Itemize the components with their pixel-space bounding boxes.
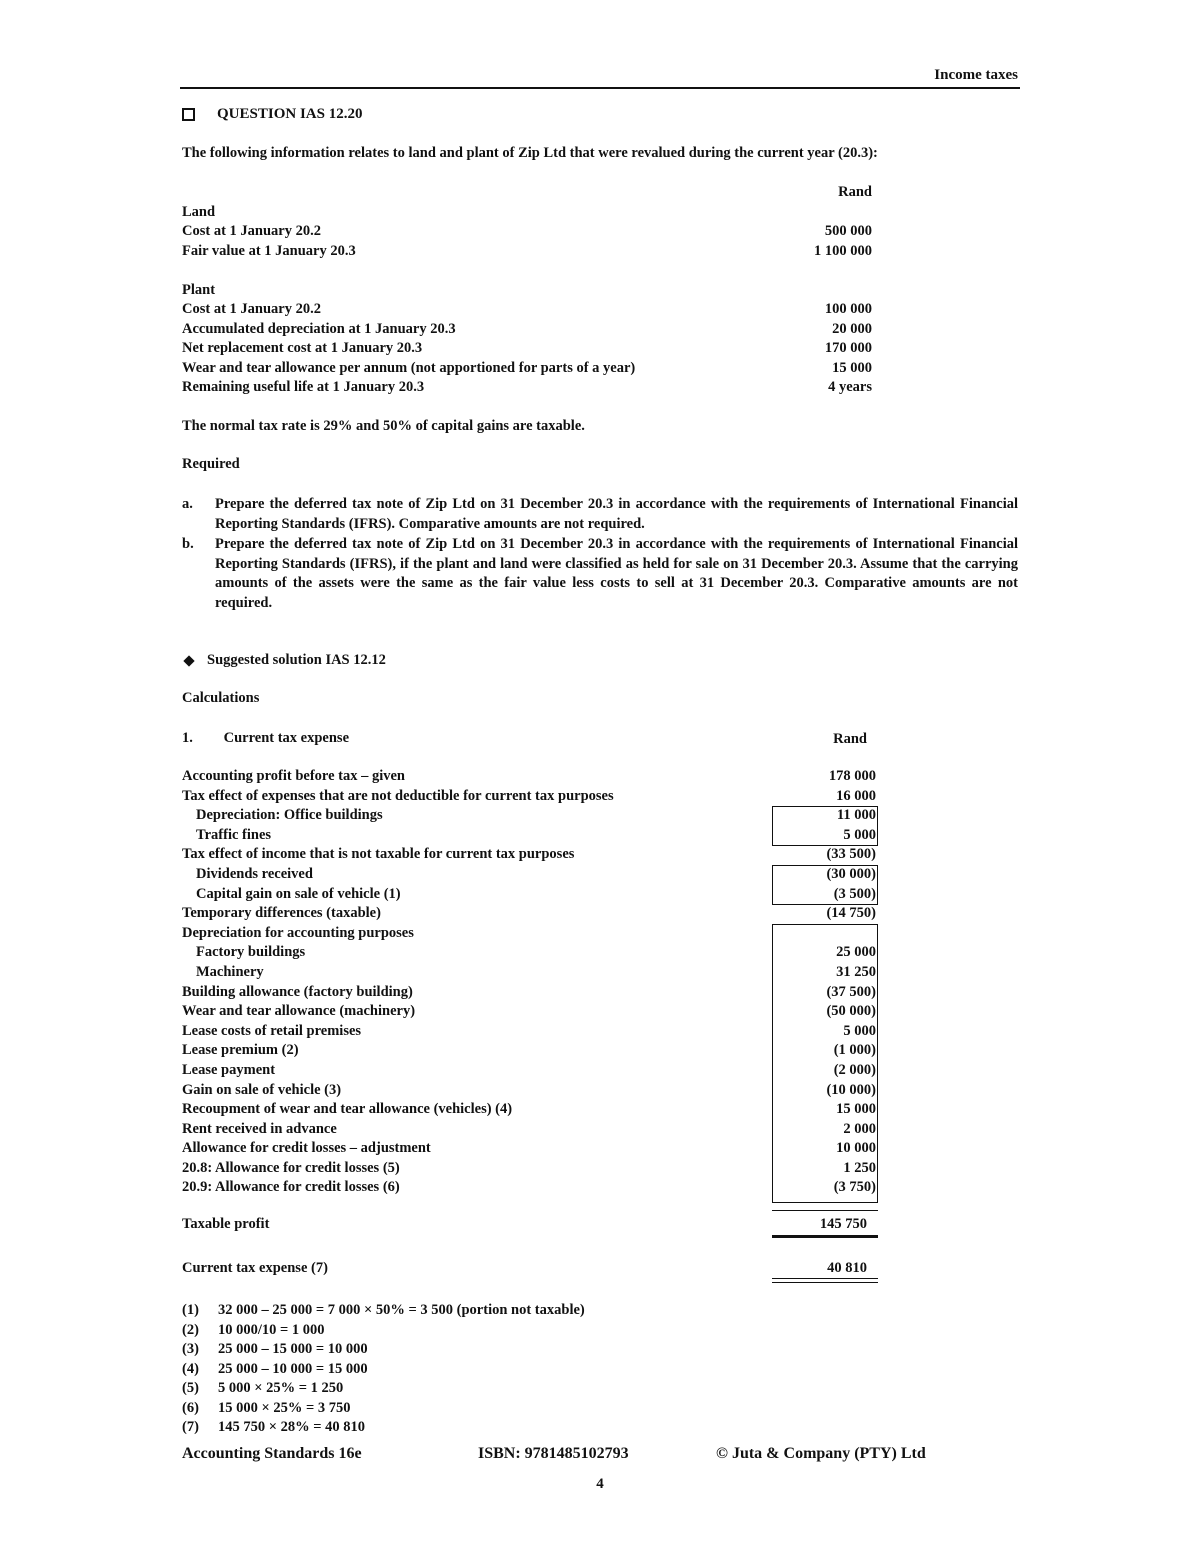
taxable-profit-value: 145 750 <box>819 1216 867 1232</box>
row-label: Rent received in advance <box>182 1120 337 1137</box>
current-tax-value: 40 810 <box>827 1260 867 1276</box>
row-value: 16 000 <box>836 787 876 804</box>
footnote-text: 15 000 × 25% = 3 750 <box>218 1400 351 1416</box>
row-value: 5 000 <box>843 826 876 843</box>
table-row <box>182 767 882 787</box>
row-value: 15 000 <box>836 1101 876 1118</box>
section-number: 1. <box>182 730 193 746</box>
expenses-detail-box <box>772 806 878 846</box>
row-value: 2 000 <box>843 1120 876 1137</box>
row-label: Tax effect of expenses that are not deductible for current tax purposes <box>182 787 614 804</box>
solution-heading <box>182 652 386 669</box>
row-value: (3 750) <box>833 1179 876 1196</box>
row-label: Tax effect of income that is not taxable for current tax purposes <box>182 846 575 863</box>
row-label: 20.9: Allowance for credit losses (6) <box>182 1179 400 1196</box>
footnote <box>182 1399 351 1419</box>
row-label: Temporary differences (taxable) <box>182 905 381 922</box>
current-tax-label: Current tax expense (7) <box>182 1260 328 1276</box>
row-value: (2 000) <box>833 1061 876 1078</box>
required-item <box>182 535 1018 613</box>
required-item-label: b. <box>182 536 194 552</box>
footnote-label: (2) <box>182 1322 199 1338</box>
table-row <box>182 904 882 924</box>
footnote-text: 10 000/10 = 1 000 <box>218 1322 325 1338</box>
row-value: (14 750) <box>826 905 876 922</box>
required-item-label: a. <box>182 496 193 512</box>
row-label: Lease payment <box>182 1061 276 1078</box>
footnote-text: 25 000 – 15 000 = 10 000 <box>218 1341 368 1357</box>
tax-rate-text: The normal tax rate is 29% and 50% of capital gains are taxable. <box>182 418 585 434</box>
plant-row-label: Cost at 1 January 20.2 <box>182 301 321 317</box>
question-title: QUESTION IAS 12.20 <box>217 106 363 122</box>
footnote-text: 32 000 – 25 000 = 7 000 × 50% = 3 500 (portion not taxable) <box>218 1302 585 1318</box>
row-label: Gain on sale of vehicle (3) <box>182 1081 342 1098</box>
plant-row-label: Net replacement cost at 1 January 20.3 <box>182 340 423 356</box>
row-value: (3 500) <box>833 885 876 902</box>
footer-book-title: Accounting Standards 16e <box>182 1445 362 1462</box>
plant-heading: Plant <box>182 282 216 298</box>
row-value: 11 000 <box>836 807 876 824</box>
diamond-bullet-icon <box>183 655 194 666</box>
page-number: 4 <box>596 1476 604 1492</box>
required-heading: Required <box>182 456 240 472</box>
footnote-label: (5) <box>182 1380 199 1396</box>
row-label: Allowance for credit losses – adjustment <box>182 1140 431 1157</box>
section-heading <box>182 730 349 747</box>
footer-copyright: © Juta & Company (PTY) Ltd <box>716 1445 926 1462</box>
row-label: Depreciation: Office buildings <box>196 807 383 824</box>
footnote-label: (3) <box>182 1341 199 1357</box>
plant-row-label: Accumulated depreciation at 1 January 20.3 <box>182 321 456 337</box>
checkbox-icon <box>182 108 195 121</box>
footnote <box>182 1379 343 1399</box>
required-item-text: Prepare the deferred tax note of Zip Ltd on 31 December 20.3 in accordance with the requirements of International Financial Reporting Standards (IFRS), if the plant and land were classified as held for sale on 31 December 20.3. Assume that the carrying amounts of the assets were the same as the fair value less costs to sell at 31 December 20.3. Comparative amounts are not required. <box>215 536 1018 611</box>
footnote <box>182 1321 325 1341</box>
footnote-text: 5 000 × 25% = 1 250 <box>218 1380 344 1396</box>
section-title: Current tax expense <box>223 730 350 746</box>
rand-heading: Rand <box>838 184 872 200</box>
row-label: Dividends received <box>196 865 313 882</box>
plant-row-value: 100 000 <box>824 301 872 317</box>
land-row-value: 500 000 <box>824 223 872 239</box>
footnote-label: (7) <box>182 1419 199 1435</box>
row-label: Wear and tear allowance (machinery) <box>182 1003 416 1020</box>
row-label: Capital gain on sale of vehicle (1) <box>196 885 401 902</box>
plant-row-value: 15 000 <box>832 360 872 376</box>
footer-isbn: ISBN: 9781485102793 <box>478 1445 629 1462</box>
row-value: 1 250 <box>843 1159 876 1176</box>
running-header: Income taxes <box>934 67 1018 83</box>
row-label: Accounting profit before tax – given <box>182 768 405 784</box>
table-row <box>182 845 882 865</box>
land-heading: Land <box>182 204 216 220</box>
required-item <box>182 495 1018 534</box>
row-value: 178 000 <box>828 768 876 784</box>
total-rule <box>772 1235 878 1238</box>
row-label: Factory buildings <box>196 944 306 961</box>
double-underline <box>772 1278 878 1283</box>
land-row-label: Fair value at 1 January 20.3 <box>182 243 356 259</box>
plant-row-value: 4 years <box>828 379 872 395</box>
row-value: (10 000) <box>826 1081 876 1098</box>
plant-row-label: Remaining useful life at 1 January 20.3 <box>182 379 425 395</box>
plant-row-value: 20 000 <box>832 321 872 337</box>
header-rule <box>180 87 1020 89</box>
row-value: 31 250 <box>836 963 876 980</box>
row-value: (37 500) <box>826 983 876 1000</box>
row-value: (1 000) <box>833 1042 876 1059</box>
plant-row-label: Wear and tear allowance per annum (not apportioned for parts of a year) <box>182 360 636 376</box>
row-value: (30 000) <box>826 865 876 882</box>
row-label: Lease premium (2) <box>182 1042 299 1059</box>
row-label: Depreciation for accounting purposes <box>182 924 414 941</box>
row-label: 20.8: Allowance for credit losses (5) <box>182 1159 400 1176</box>
calculations-heading: Calculations <box>182 690 260 706</box>
row-label: Building allowance (factory building) <box>182 983 413 1000</box>
question-heading <box>182 106 362 123</box>
calc-rand-heading: Rand <box>833 731 867 747</box>
row-label: Machinery <box>196 963 264 980</box>
land-row-label: Cost at 1 January 20.2 <box>182 223 321 239</box>
row-value: (50 000) <box>826 1003 876 1020</box>
temporary-differences-box <box>772 924 878 1203</box>
footnote <box>182 1360 368 1380</box>
taxable-profit-label: Taxable profit <box>182 1216 270 1232</box>
row-label: Recoupment of wear and tear allowance (vehicles) (4) <box>182 1101 513 1118</box>
footnote-label: (1) <box>182 1302 199 1318</box>
footnote <box>182 1301 585 1321</box>
subtotal-rule <box>772 1210 878 1211</box>
income-detail-box <box>772 865 878 905</box>
footnote-label: (4) <box>182 1361 199 1377</box>
table-row <box>182 787 882 807</box>
row-value: 10 000 <box>836 1140 876 1157</box>
plant-row-value: 170 000 <box>824 340 872 356</box>
row-value: 25 000 <box>836 944 876 961</box>
footnote-text: 25 000 – 10 000 = 15 000 <box>218 1361 368 1377</box>
land-row-value: 1 100 000 <box>814 243 872 259</box>
footnote <box>182 1418 365 1438</box>
row-label: Lease costs of retail premises <box>182 1022 362 1039</box>
row-value: 5 000 <box>843 1022 876 1039</box>
footnote-text: 145 750 × 28% = 40 810 <box>218 1419 366 1435</box>
question-intro: The following information relates to land and plant of Zip Ltd that were revalued during the current year (20.3): <box>182 145 878 161</box>
footnote <box>182 1340 368 1360</box>
required-item-text: Prepare the deferred tax note of Zip Ltd on 31 December 20.3 in accordance with the requirements of International Financial Reporting Standards (IFRS). Comparative amounts are not required. <box>215 496 1018 532</box>
row-value: (33 500) <box>826 846 876 863</box>
solution-title: Suggested solution IAS 12.12 <box>207 652 386 668</box>
row-label: Traffic fines <box>196 826 272 843</box>
footnote-label: (6) <box>182 1400 199 1416</box>
